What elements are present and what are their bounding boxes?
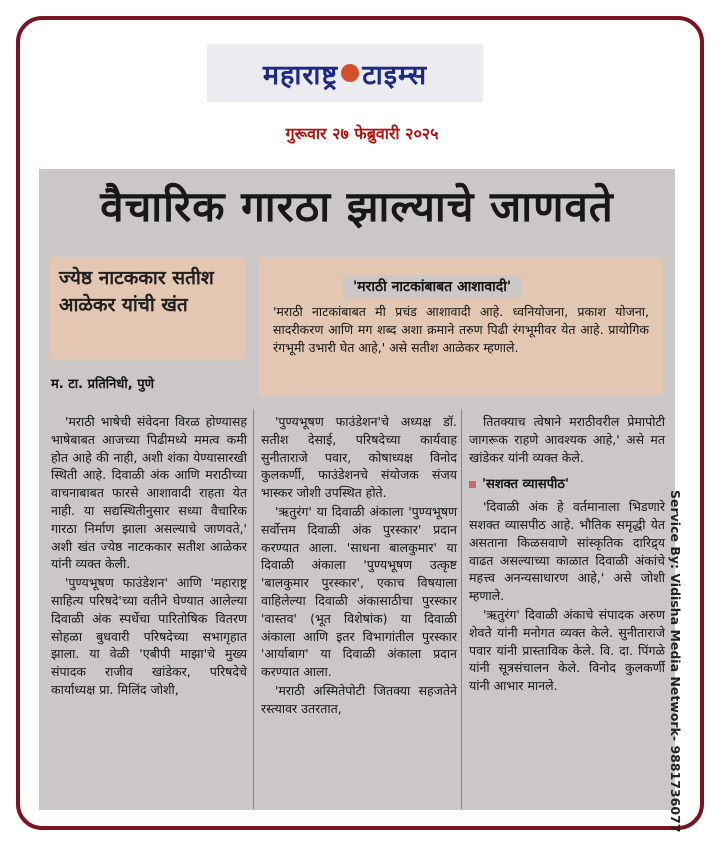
article-column-1 xyxy=(51,413,247,700)
article-kicker: ज्येष्ठ नाटककार सतीश आळेकर यांची खंत xyxy=(49,257,245,359)
column-rule xyxy=(461,409,462,809)
paragraph: 'मराठी अस्मितेपोटी जितक्या सहजतेने रस्त्यावर उतरतात, xyxy=(261,682,457,716)
paragraph: 'मराठी भाषेची संवेदना विरळ होण्यासह भाषेबाबत आजच्या पिढीमध्ये ममत्व कमी होत आहे की नाही, अशी शंका येण्यासारखी स्थिती आहे. दिवाळी अंक आणि मराठीच्या वाचनाबाबत फारसे आशावादी राहता येत नाही. या सद्यस्थितीनुसार सध्या वैचारिक गारठा निर्माण झाला असल्याचे जाणवते,' अशी खंत ज्येष्ठ नाटककार सतीश आळेकर यांनी व्यक्त केली. xyxy=(51,414,247,572)
paragraph: 'ऋतुरंग' या दिवाळी अंकाला 'पुण्यभूषण सर्वोत्तम दिवाळी अंक पुरस्कार' प्रदान करण्यात आला. 'साधना बालकुमार' या दिवाळी अंकाला 'पुण्यभूषण उत्कृष्ट 'बालकुमार पुरस्कार', एकाच विषयाला वाहिलेल्या दिवाळी अंकासाठीचा पुरस्कार 'वास्तव' (भूत विशेषांक) या दिवाळी अंकाला आणि इतर विभागांतील पुरस्कार 'आर्याबाग' या दिवाळी अंकाला प्रदान करण्यात आला. xyxy=(261,503,457,680)
news-clipping xyxy=(39,169,675,810)
column-rule xyxy=(253,409,254,809)
quote-title: 'मराठी नाटकांबाबत आशावादी' xyxy=(343,275,521,298)
quote-box xyxy=(259,257,663,395)
paragraph: 'दिवाळी अंक हे वर्तमानाला भिडणारे सशक्त व्यासपीठ आहे. भौतिक समृद्धी येत असताना किळसवाणे सांस्कृतिक दारिद्र्य वाढत असल्याच्या काळात दिवाळी अंकांचे महत्त्व अनन्यसाधारण आहे,' असे जोशी म्हणाले. xyxy=(469,499,665,604)
service-credit: Service By: Vidisha Media Network- 9881736077 xyxy=(668,490,683,833)
subheading xyxy=(469,476,665,494)
article-headline: वैचारिक गारठा झाल्याचे जाणवते xyxy=(100,182,614,231)
masthead-right: टाइम्स xyxy=(362,59,428,91)
article-byline: म. टा. प्रतिनिधी, पुणे xyxy=(51,377,154,392)
dateline: गुरूवार २७ फेब्रुवारी २०२५ xyxy=(285,124,439,143)
paragraph: 'पुण्यभूषण फाउंडेशन'चे अध्यक्ष डॉ. सतीश देसाई, परिषदेच्या कार्यवाह सुनीताराजे पवार, कोषाध्यक्ष विनोद कुलकर्णी, फाउंडेशनचे संयोजक संजय भास्कर जोशी उपस्थित होते. xyxy=(261,414,457,501)
subheading-text: 'सशक्त व्यासपीठ' xyxy=(482,477,569,493)
paragraph: 'पुण्यभूषण फाउंडेशन' आणि 'महाराष्ट्र साहित्य परिषदे'च्या वतीने घेण्यात आलेल्या दिवाळी अंक स्पर्धेचा पारितोषिक वितरण सोहळा बुधवारी परिषदेच्या सभागृहात झाला. या वेळी 'एबीपी माझा'चे मुख्य संपादक राजीव खांडेकर, परिषदेचे कार्याध्यक्ष प्रा. मिलिंद जोशी, xyxy=(51,575,247,697)
article-column-3 xyxy=(469,413,665,696)
paragraph: तितक्याच त्वेषाने मराठीवरील प्रेमापोटी जागरूक राहणे आवश्यक आहे,' असे मत खांडेकर यांनी व्यक्त केले. xyxy=(469,414,665,465)
masthead-emblem-icon xyxy=(341,64,359,82)
bullet-icon xyxy=(469,481,476,488)
article-column-2 xyxy=(261,413,457,719)
masthead-left: महाराष्ट्र xyxy=(262,59,339,91)
paragraph: 'ऋतुरंग' दिवाळी अंकाचे संपादक अरुण शेवते यांनी मनोगत व्यक्त केले. सुनीताराजे पवार यांनी प्रास्ताविक केले. वि. दा. पिंगळे यांनी सूत्रसंचालन केले. विनोद कुलकर्णी यांनी आभार मानले. xyxy=(469,606,665,694)
quote-body: 'मराठी नाटकांबाबत मी प्रचंड आशावादी आहे. ध्वनियोजना, प्रकाश योजना, सादरीकरण आणि मग शब्द अशा क्रमाने तरुण पिढी रंगभूमीवर येत आहे. प्रायोगिक रंगभूमी उभारी घेत आहे,' असे सतीश आळेकर म्हणाले. xyxy=(273,304,649,355)
newspaper-masthead-logo xyxy=(207,44,483,102)
